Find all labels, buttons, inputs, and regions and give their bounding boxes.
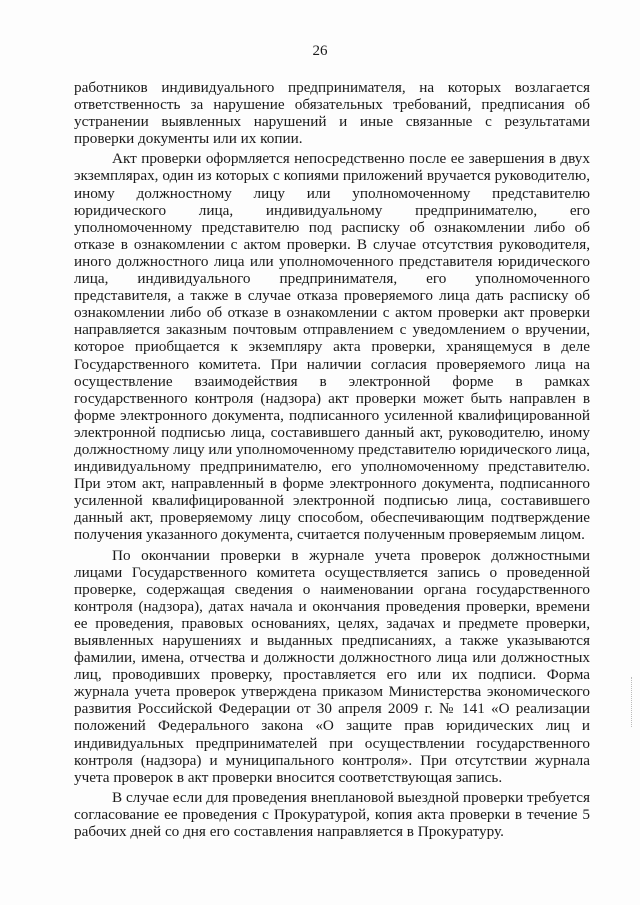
page-number: 26 <box>312 43 328 59</box>
document-body <box>74 79 590 843</box>
paragraph-prosecutor-copy: В случае если для проведения внеплановой выездной проверки требуется согласование ее проведения с Прокуратурой, копия акта проверки в течение 5 рабочих дней со дня его составления направляется в Прокуратуру. <box>74 788 590 841</box>
paragraph-inspection-act: Акт проверки оформляется непосредственно после ее завершения в двух экземплярах, один из которых с копиями приложений вручается руководителю, иному должностному лицу или уполномоченному представителю юридического лица, индивидуальному предпринимателю, его уполномоченному представителю под расписку об ознакомлении либо об отказе в ознакомлении с актом проверки. В случае отсутствия руководителя, иного должностного лица или уполномоченного представителя юридического лица, индивидуального предпринимателя, его уполномоченного представителя, а также в случае отказа проверяемого лица дать расписку об ознакомлении либо об отказе в ознакомлении с актом проверки акт проверки направляется заказным почтовым отправлением с уведомлением о вручении, которое приобщается к экземпляру акта проверки, хранящемуся в деле Государственного комитета. При наличии согласия проверяемого лица на осуществление взаимодействия в электронной форме в рамках государственного контроля (надзора) акт проверки может быть направлен в форме электронного документа, подписанного усиленной квалифицированной электронной подписью лица, составившего данный акт, руководителю, иному должностному лицу или уполномоченному представителю юридического лица, индивидуальному предпринимателю, его уполномоченному представителю. При этом акт, направленный в форме электронного документа, подписанного усиленной квалифицированной электронной подписью лица, составившего данный акт, проверяемому лицу способом, обеспечивающим подтверждение получения указанного документа, считается полученным проверяемым лицом. <box>74 150 590 544</box>
paragraph-inspection-journal: По окончании проверки в журнале учета проверок должностными лицами Государственного комитета осуществляется запись о проведенной проверке, содержащая сведения о наименовании органа государственного контроля (надзора), датах начала и окончания проведения проверки, времени ее проведения, правовых основаниях, целях, задачах и предмете проверки, выявленных нарушениях и выданных предписаниях, а также указываются фамилии, имена, отчества и должности должностного лица или должностных лиц, проводивших проверку, проставляется его или их подписи. Форма журнала учета проверок утверждена приказом Министерства экономического развития Российской Федерации от 30 апреля 2009 г. № 141 «О реализации положений Федерального закона «О защите прав юридических лиц и индивидуальных предпринимателей при осуществлении государственного контроля (надзора) и муниципального контроля». При отсутствии журнала учета проверок в акт проверки вносится соответствующая запись. <box>74 546 590 786</box>
paragraph-continuation: работников индивидуального предпринимателя, на которых возлагается ответственность за нарушение обязательных требований, предписания об устранении выявленных нарушений и иные связанные с результатами проверки документы или их копии. <box>74 79 590 148</box>
scan-margin-mark <box>631 677 633 727</box>
